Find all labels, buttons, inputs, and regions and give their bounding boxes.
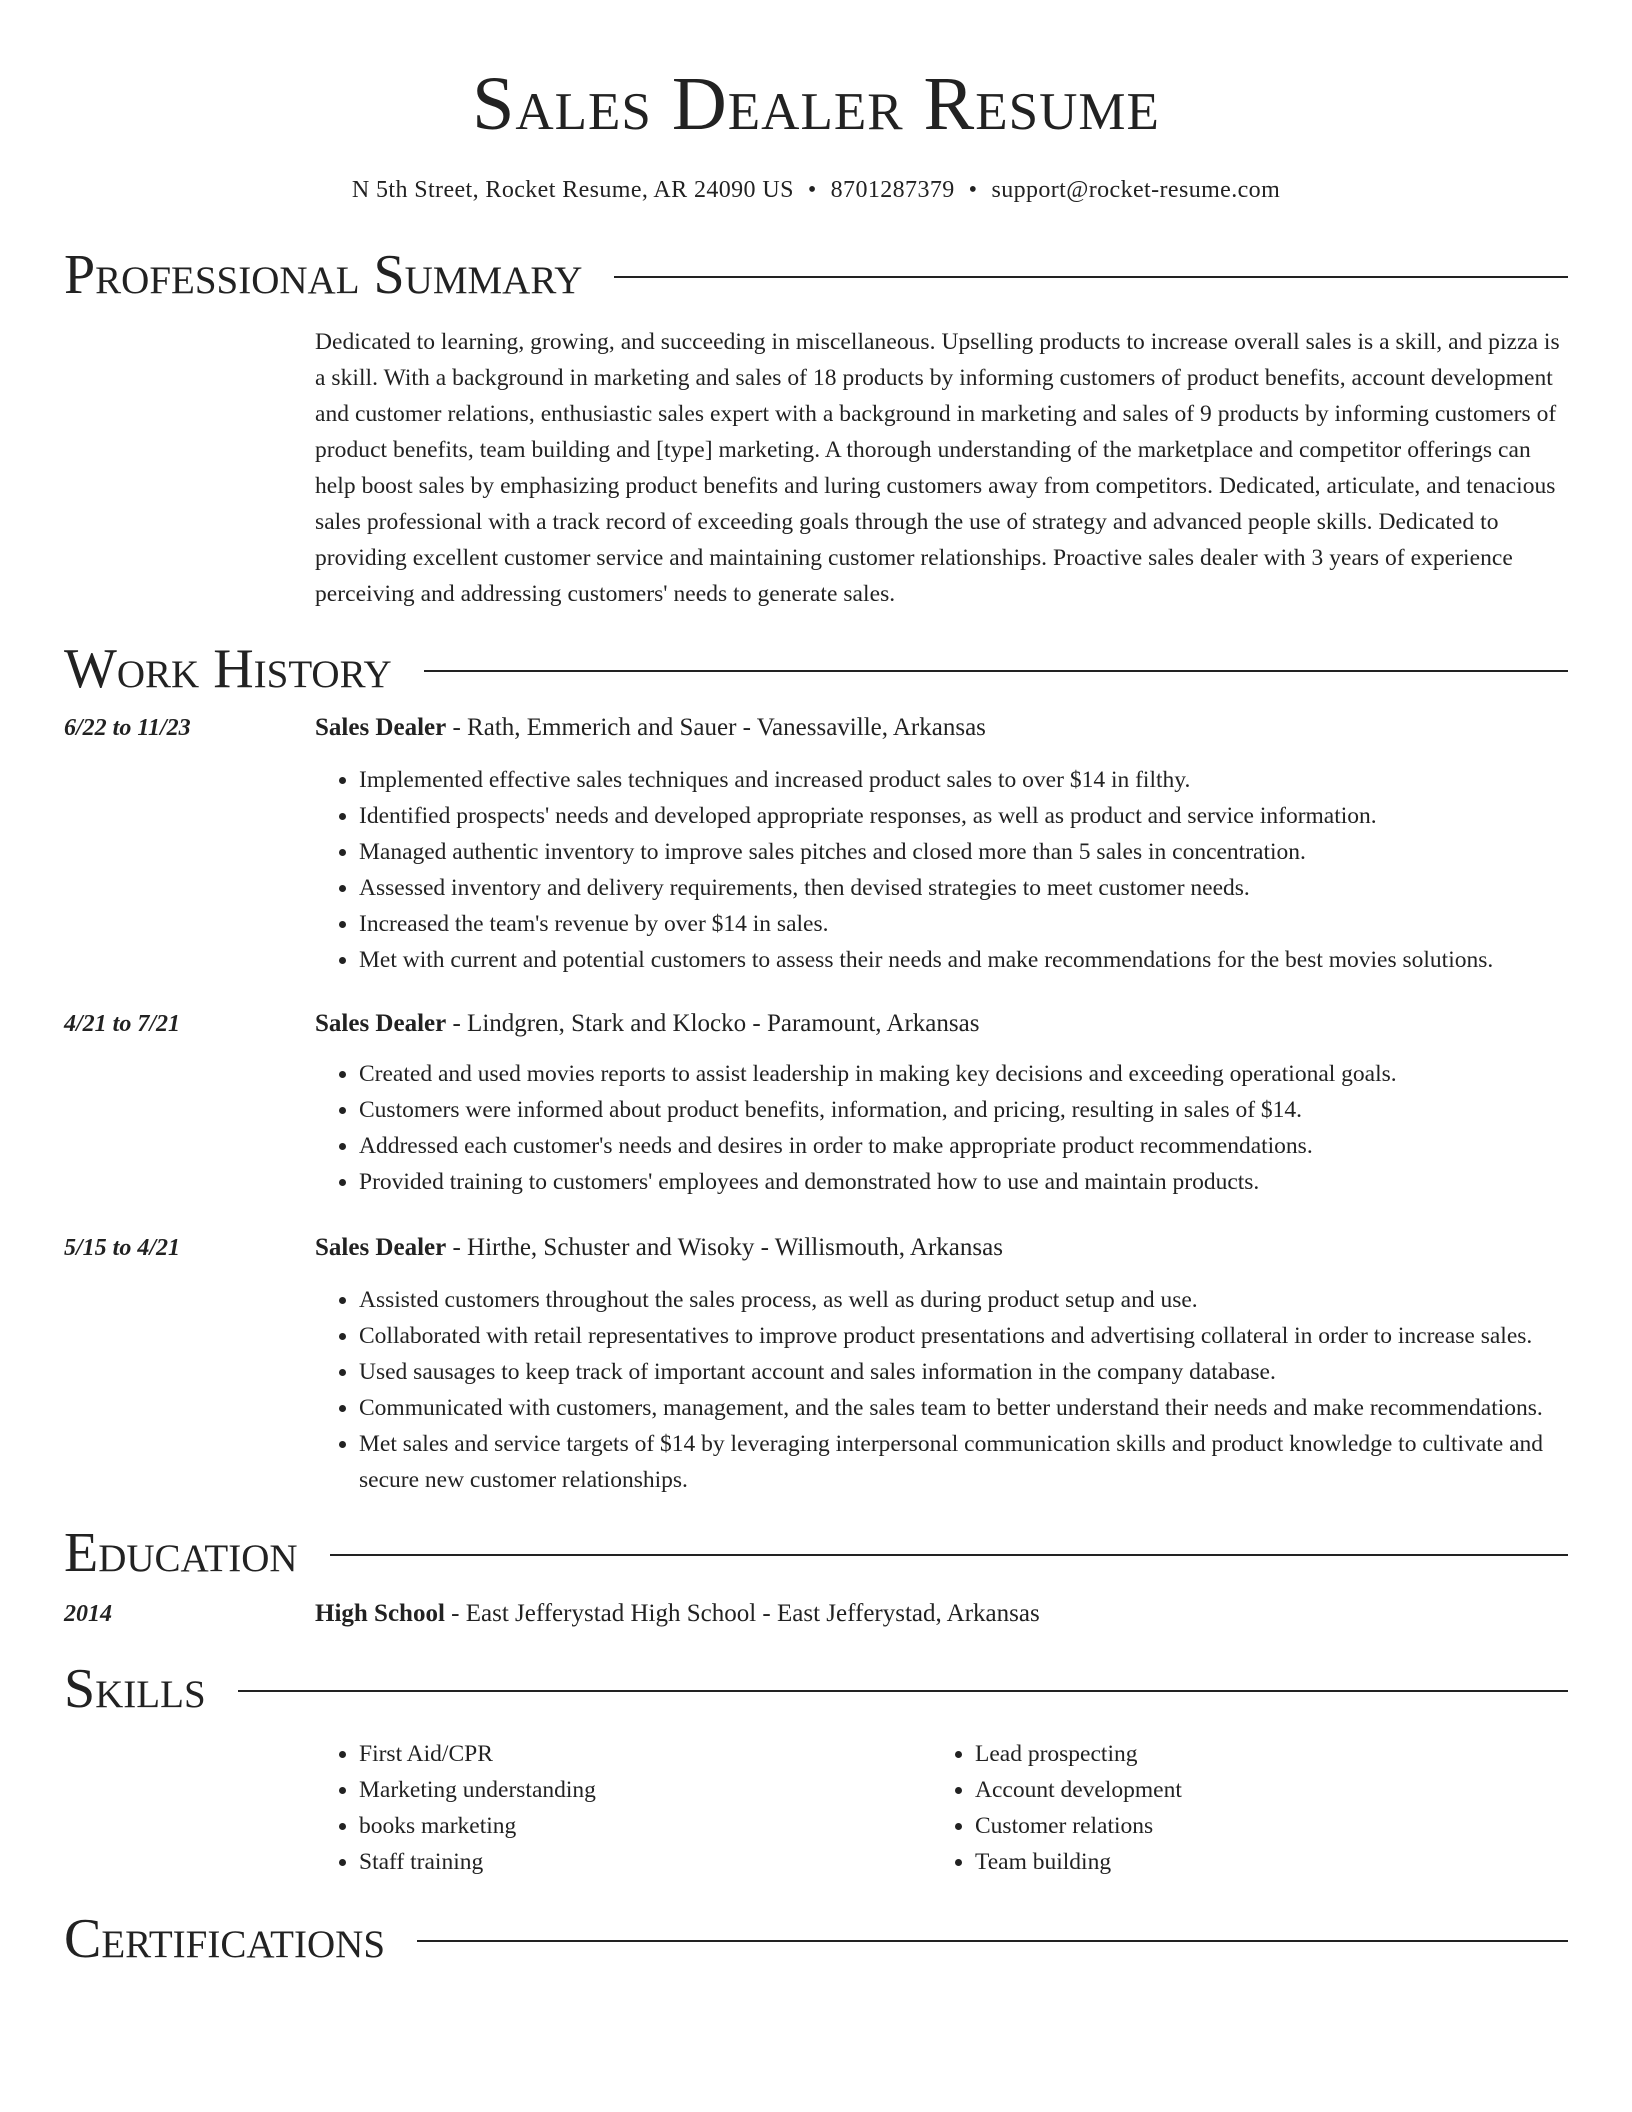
school: - East Jefferystad High School - East Jefferystad, Arkansas (444, 1600, 1040, 1627)
job-role-line (315, 1006, 1568, 1042)
job-employer: - Hirthe, Schuster and Wisoky - Willismouth, Arkansas (446, 1234, 1003, 1261)
skill-item: • books marketing (359, 1808, 931, 1844)
education-entry (64, 1596, 1568, 1632)
work-history-section-header (64, 638, 1568, 700)
list-item: • Assessed inventory and delivery requirements, then devised strategies to meet customer needs. (359, 870, 1568, 906)
certifications-section-header (64, 1908, 1568, 1970)
job-body (315, 1006, 1568, 1200)
phone: 8701287379 (830, 177, 955, 203)
list-item: • Customers were informed about product benefits, information, and pricing, resulting in sales of $14. (359, 1092, 1568, 1128)
list-item: • Assisted customers throughout the sales process, as well as during product setup and use. (359, 1282, 1568, 1318)
address: N 5th Street, Rocket Resume, AR 24090 US (351, 177, 794, 203)
list-item: • Met with current and potential customers to assess their needs and make recommendations for the best movies solutions. (359, 942, 1568, 978)
job-title: Sales Dealer (315, 1010, 447, 1037)
education-date: 2014 (64, 1601, 112, 1627)
section-divider (330, 1554, 1568, 1556)
skills-section-header (64, 1658, 1568, 1720)
job-title: Sales Dealer (315, 1234, 447, 1261)
contact-line (64, 174, 1568, 206)
list-item: • Implemented effective sales techniques and increased product sales to over $14 in filthy. (359, 762, 1568, 798)
job-employer: - Lindgren, Stark and Klocko - Paramount, Arkansas (446, 1010, 980, 1037)
job-entry (64, 1006, 1568, 1200)
job-body (315, 1230, 1568, 1498)
skill-item: • Account development (975, 1772, 1555, 1808)
section-title: Education (64, 1522, 298, 1584)
resume-title: Sales Dealer Resume (472, 62, 1160, 146)
section-title: Professional Summary (64, 244, 583, 306)
skill-item: • Marketing understanding (359, 1772, 931, 1808)
skills-column-right (931, 1736, 1555, 1880)
list-item: • Increased the team's revenue by over $14 in sales. (359, 906, 1568, 942)
list-item: • Created and used movies reports to assist leadership in making key decisions and exceeding operational goals. (359, 1056, 1568, 1092)
section-title: Skills (64, 1658, 206, 1720)
education-body (315, 1596, 1568, 1632)
job-dates: 5/15 to 4/21 (64, 1235, 181, 1261)
job-dates: 4/21 to 7/21 (64, 1011, 181, 1037)
section-title: Certifications (64, 1908, 386, 1970)
skill-item: • Staff training (359, 1844, 931, 1880)
skill-item: • Lead prospecting (975, 1736, 1555, 1772)
job-body (315, 710, 1568, 978)
list-item: • Collaborated with retail representatives to improve product presentations and advertising collateral in order to increase sales. (359, 1318, 1568, 1354)
skills-list (315, 1736, 1568, 1880)
separator: • (968, 177, 978, 203)
list-item: • Identified prospects' needs and developed appropriate responses, as well as product and service information. (359, 798, 1568, 834)
job-dates: 6/22 to 11/23 (64, 715, 191, 741)
email: support@rocket-resume.com (991, 177, 1281, 203)
skills-column-left (315, 1736, 931, 1880)
degree: High School (315, 1600, 445, 1627)
list-item: • Managed authentic inventory to improve sales pitches and closed more than 5 sales in concentration. (359, 834, 1568, 870)
job-entry (64, 710, 1568, 978)
section-title: Work History (64, 638, 392, 700)
list-item: • Used sausages to keep track of important account and sales information in the company database. (359, 1354, 1568, 1390)
skill-item: • Customer relations (975, 1808, 1555, 1844)
section-divider (424, 670, 1568, 672)
section-divider (238, 1690, 1568, 1692)
job-employer: - Rath, Emmerich and Sauer - Vanessaville, Arkansas (446, 714, 986, 741)
skill-item: • First Aid/CPR (359, 1736, 931, 1772)
list-item: • Met sales and service targets of $14 by leveraging interpersonal communication skills and product knowledge to cultivate and secure new customer relationships. (359, 1426, 1568, 1498)
resume-page (64, 0, 1568, 1970)
job-title: Sales Dealer (315, 714, 447, 741)
section-divider (417, 1940, 1568, 1942)
job-bullets (315, 1282, 1568, 1498)
list-item: • Communicated with customers, management, and the sales team to better understand their needs and make recommendations. (359, 1390, 1568, 1426)
list-item: • Provided training to customers' employees and demonstrated how to use and maintain products. (359, 1164, 1568, 1200)
skill-item: • Team building (975, 1844, 1555, 1880)
job-role-line (315, 1230, 1568, 1266)
separator: • (807, 177, 817, 203)
job-bullets (315, 1056, 1568, 1200)
job-role-line (315, 710, 1568, 746)
education-line (315, 1596, 1568, 1632)
list-item: • Addressed each customer's needs and desires in order to make appropriate product recommendations. (359, 1128, 1568, 1164)
job-entry (64, 1230, 1568, 1498)
summary-text: Dedicated to learning, growing, and succeeding in miscellaneous. Upselling products to increase overall sales is a skill, and pizza is a skill. With a background in marketing and sales of 18 products by informing customers of product benefits, account development and customer relations, enthusiastic sales expert with a background in marketing and sales of 9 products by informing customers of product benefits, team building and [type] marketing. A thorough understanding of the marketplace and competitor offerings can help boost sales by emphasizing product benefits and luring customers away from competitors. Dedicated, articulate, and tenacious sales professional with a track record of exceeding goals through the use of strategy and advanced people skills. Dedicated to providing excellent customer service and maintaining customer relationships. Proactive sales dealer with 3 years of experience perceiving and addressing customers' needs to generate sales. (315, 329, 1560, 607)
summary-section-header (64, 244, 1568, 306)
section-divider (614, 276, 1568, 278)
education-section-header (64, 1522, 1568, 1584)
job-bullets (315, 762, 1568, 978)
